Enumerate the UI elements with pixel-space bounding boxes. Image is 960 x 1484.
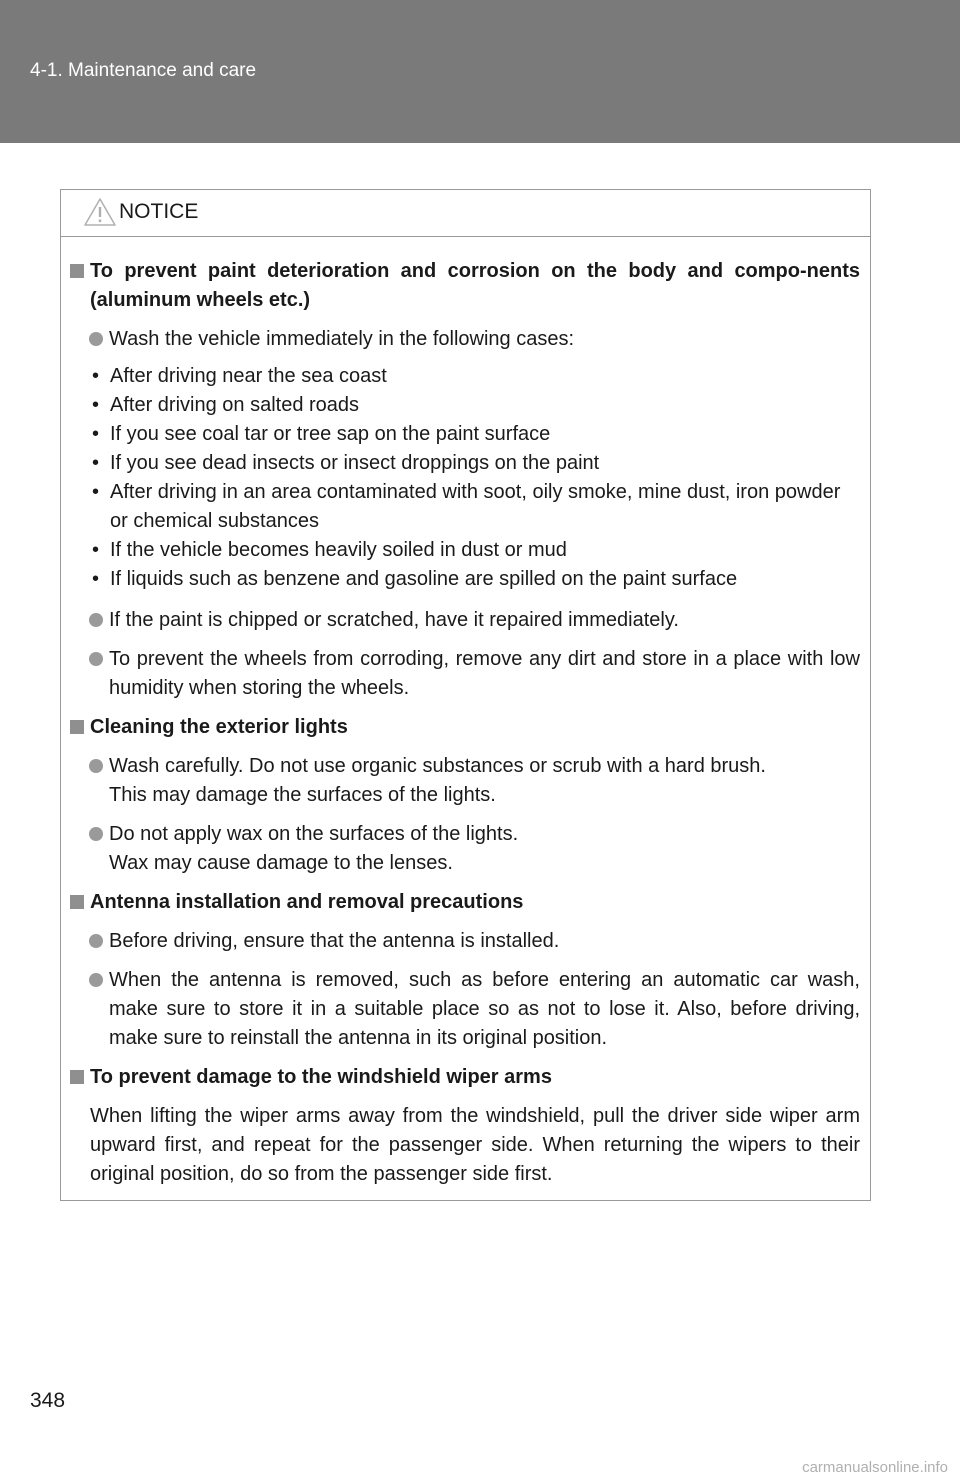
circle-bullet-icon (89, 934, 103, 948)
watermark: carmanualsonline.info (802, 1459, 948, 1476)
sub-item-text: If you see dead insects or insect droppings on the paint (110, 452, 600, 474)
bullet-item (70, 966, 860, 1053)
sub-item-text: If liquids such as benzene and gasoline are spilled on the paint surface (110, 568, 738, 590)
page-header (0, 0, 960, 143)
sub-item: • If you see coal tar or tree sap on the paint surface (92, 423, 551, 445)
bullet-text-line2: Wax may cause damage to the lenses. (109, 852, 453, 874)
sub-item: • If the vehicle becomes heavily soiled in dust or mud (92, 539, 567, 561)
bullet-text: When the antenna is removed, such as before entering an automatic car wash, make sure to store it in a suitable place so as not to lose it. Also, before driving, make sure to reinstall the antenna in its original position. (109, 969, 860, 1049)
square-bullet-icon (70, 1070, 84, 1084)
section-heading (70, 1063, 860, 1092)
notice-content (61, 237, 870, 1189)
circle-bullet-icon (89, 613, 103, 627)
bullet-text: Wash carefully. Do not use organic substances or scrub with a hard brush. (109, 755, 766, 777)
bullet-item (70, 752, 860, 810)
section-heading-text: Cleaning the exterior lights (90, 716, 348, 738)
sub-item-text: After driving on salted roads (110, 394, 360, 416)
warning-triangle-icon (83, 197, 117, 227)
bullet-item (70, 927, 860, 956)
bullet-text: Before driving, ensure that the antenna is installed. (109, 930, 560, 952)
circle-bullet-icon (89, 973, 103, 987)
circle-bullet-icon (89, 652, 103, 666)
bullet-text: If the paint is chipped or scratched, have it repaired immediately. (109, 609, 679, 631)
notice-box (60, 189, 871, 1201)
page-number: 348 (30, 1389, 66, 1412)
sub-item-text: If you see coal tar or tree sap on the paint surface (110, 423, 551, 445)
bullet-item (70, 820, 860, 878)
sub-item-text: After driving in an area contaminated with soot, oily smoke, mine dust, iron powder or chemical substances (110, 481, 841, 532)
section-title: 4-1. Maintenance and care (30, 60, 257, 81)
section-paragraph: When lifting the wiper arms away from the windshield, pull the driver side wiper arm upward first, and repeat for the passenger side. When returning the wipers to their original position, do so from the passenger side first. (90, 1105, 860, 1185)
section-heading-text: To prevent paint deterioration and corrosion on the body and compo-nents (aluminum wheels etc.) (90, 260, 860, 311)
sub-item-text: If the vehicle becomes heavily soiled in dust or mud (110, 539, 567, 561)
sub-list (70, 362, 860, 594)
notice-header (61, 190, 870, 237)
section-heading (70, 713, 860, 742)
bullet-item (70, 325, 860, 354)
sub-item: • After driving in an area contaminated with soot, oily smoke, mine dust, iron powder or chemical substances (92, 481, 841, 532)
sub-item: • If liquids such as benzene and gasoline are spilled on the paint surface (92, 568, 738, 590)
bullet-text-line2: This may damage the surfaces of the lights. (109, 784, 496, 806)
square-bullet-icon (70, 264, 84, 278)
bullet-text: Do not apply wax on the surfaces of the lights. (109, 823, 519, 845)
notice-title: NOTICE (119, 200, 199, 223)
square-bullet-icon (70, 895, 84, 909)
sub-item: • After driving on salted roads (92, 394, 360, 416)
section-heading-text: To prevent damage to the windshield wiper arms (90, 1066, 552, 1088)
square-bullet-icon (70, 720, 84, 734)
circle-bullet-icon (89, 827, 103, 841)
sub-item: • If you see dead insects or insect droppings on the paint (92, 452, 600, 474)
circle-bullet-icon (89, 759, 103, 773)
bullet-text: Wash the vehicle immediately in the following cases: (109, 328, 575, 350)
bullet-item (70, 645, 860, 703)
circle-bullet-icon (89, 332, 103, 346)
section-heading (70, 257, 860, 315)
sub-item-text: After driving near the sea coast (110, 365, 387, 387)
section-heading-text: Antenna installation and removal precautions (90, 891, 524, 913)
bullet-item (70, 606, 860, 635)
sub-item: • After driving near the sea coast (92, 365, 387, 387)
section-heading (70, 888, 860, 917)
bullet-text: To prevent the wheels from corroding, remove any dirt and store in a place with low humidity when storing the wheels. (109, 648, 860, 699)
